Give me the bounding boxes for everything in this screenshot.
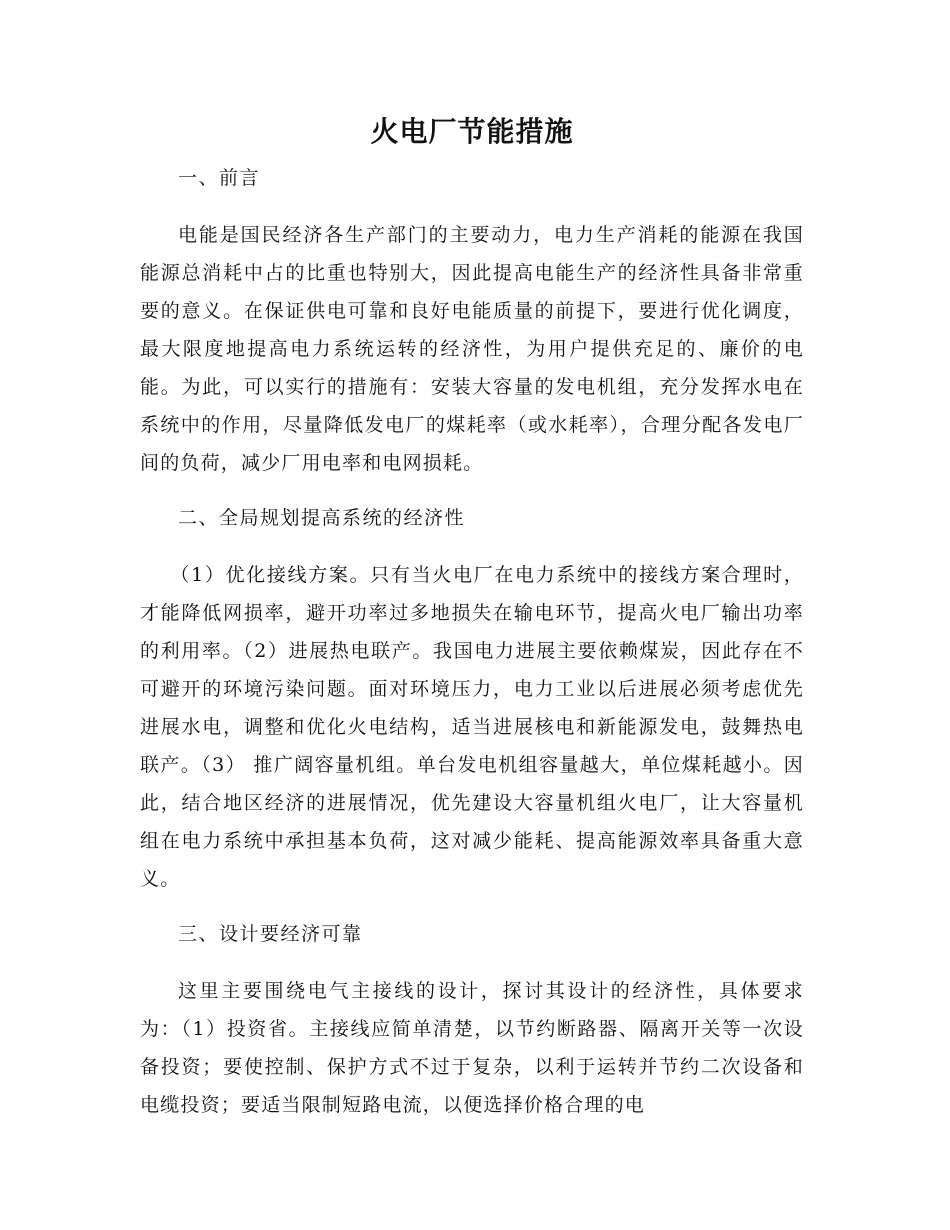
section-heading-design: 三、设计要经济可靠 [178,923,363,945]
section-heading-global-planning: 二、全局规划提高系统的经济性 [178,507,466,529]
paragraph-global-planning: （1）优化接线方案。只有当火电厂在电力系统中的接线方案合理时，才能降低网损率，避开功率过多地损失在输电环节，提高火电厂输出功率的利用率。（2）进展热电联产。我国电力进展主要依赖煤炭，因此存在不可避开的环境污染问题。面对环境压力，电力工业以后进展必须考虑优先进展水电，调整和优化火电结构，适当进展核电和新能源发电，鼓舞热电联产。（3） 推广阔容量机组。单台发电机组容量越大，单位煤耗越小。因此，结合地区经济的进展情况，优先建设大容量机组火电厂，让大容量机组在电力系统中承担基本负荷，这对减少能耗、提高能源效率具备重大意义。 [140,564,804,890]
section-heading-preface: 一、前言 [178,167,261,189]
paragraph-preface: 电能是国民经济各生产部门的主要动力，电力生产消耗的能源在我国能源总消耗中占的比重也特别大，因此提高电能生产的经济性具备非常重要的意义。在保证供电可靠和良好电能质量的前提下，要进行优化调度，最大限度地提高电力系统运转的经济性，为用户提供充足的、廉价的电能。为此，可以实行的措施有：安装大容量的发电机组，充分发挥水电在系统中的作用，尽量降低发电厂的煤耗率（或水耗率），合理分配各发电厂间的负荷，减少厂用电率和电网损耗。 [140,224,804,474]
document-title: 火电厂节能措施 [370,115,574,148]
paragraph-design: 这里主要围绕电气主接线的设计，探讨其设计的经济性，具体要求为：（1）投资省。主接线应简单清楚，以节约断路器、隔离开关等一次设备投资；要使控制、保护方式不过于复杂，以利于运转并节约二次设备和电缆投资；要适当限制短路电流，以便选择价格合理的电 [140,980,804,1116]
document-body [140,110,804,1144]
